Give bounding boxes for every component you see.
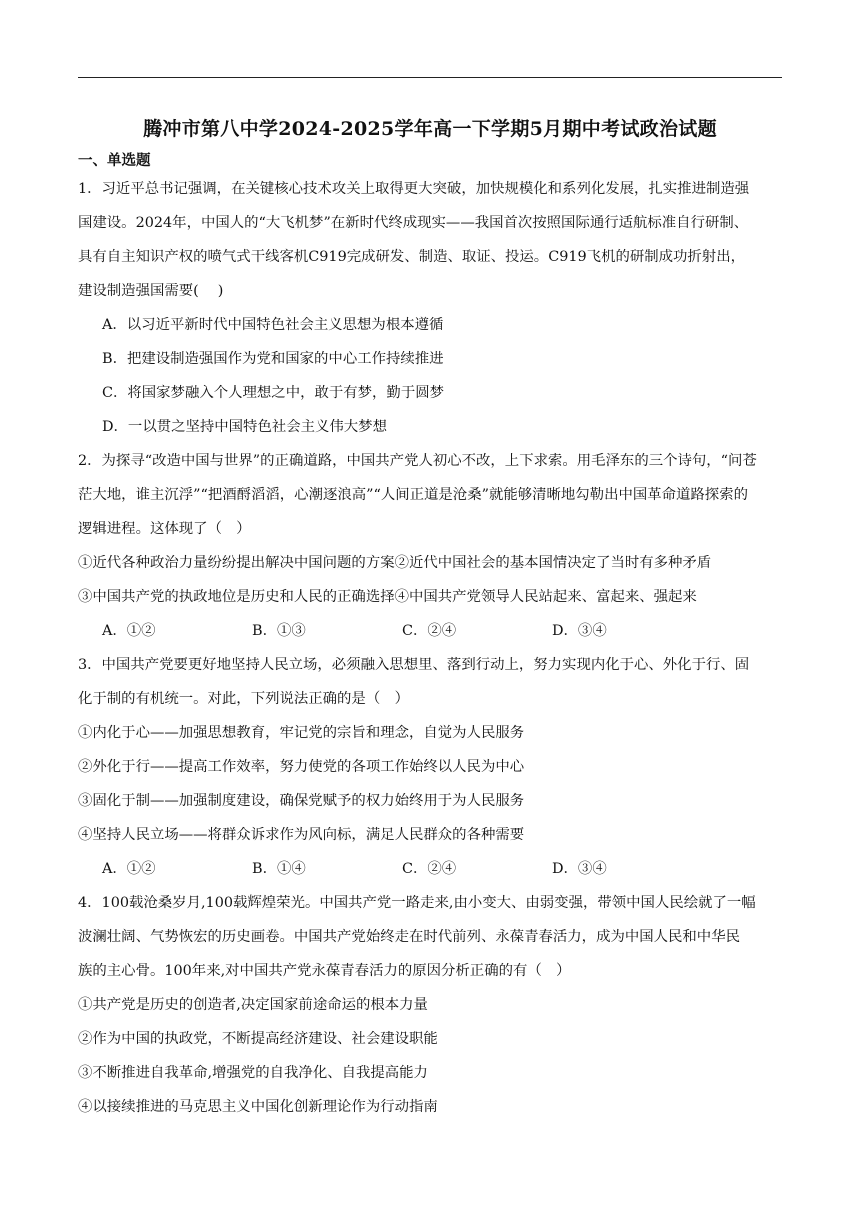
option-b: B．把建设制造强国作为党和国家的中心工作持续推进 bbox=[102, 351, 444, 367]
question-stem-line: 波澜壮阔、气势恢宏的历史画卷。中国共产党始终走在时代前列、永葆青春活力，成为中国人民和中华民 bbox=[78, 929, 740, 945]
statement-line: ④以接续推进的马克思主义中国化创新理论作为行动指南 bbox=[78, 1099, 438, 1115]
question-2 bbox=[78, 444, 782, 648]
header-rule bbox=[78, 77, 782, 78]
statement-line: ①共产党是历史的创造者,决定国家前途命运的根本力量 bbox=[78, 997, 428, 1013]
question-stem-line: 4．100载沧桑岁月,100载辉煌荣光。中国共产党一路走来,由小变大、由弱变强，带领中国人民绘就了一幅 bbox=[78, 895, 756, 911]
page-title: 腾冲市第八中学2024-2025学年高一下学期5月期中考试政治试题 bbox=[143, 118, 717, 140]
option-row bbox=[78, 614, 782, 648]
option-a: A．①② bbox=[102, 623, 156, 639]
question-3 bbox=[78, 648, 782, 886]
statement-line: ②作为中国的执政党，不断提高经济建设、社会建设职能 bbox=[78, 1031, 438, 1047]
question-1 bbox=[78, 172, 782, 444]
statement-line: ①近代各种政治力量纷纷提出解决中国问题的方案②近代中国社会的基本国情决定了当时有多种矛盾 bbox=[78, 555, 712, 571]
question-stem-line: 茫大地，谁主沉浮”“把酒酹滔滔，心潮逐浪高”“人间正道是沧桑”就能够清晰地勾勒出中国革命道路探索的 bbox=[78, 487, 748, 503]
statement-line: ③中国共产党的执政地位是历史和人民的正确选择④中国共产党领导人民站起来、富起来、强起来 bbox=[78, 589, 697, 605]
question-stem-line: 逻辑进程。这体现了（ ） bbox=[78, 521, 251, 537]
question-4 bbox=[78, 886, 782, 1124]
option-c: C．②④ bbox=[402, 861, 457, 877]
question-stem-line: 化于制的有机统一。对此，下列说法正确的是（ ） bbox=[78, 691, 409, 707]
question-stem-line: 族的主心骨。100年来,对中国共产党永葆青春活力的原因分析正确的有（ ） bbox=[78, 963, 571, 979]
option-d: D．一以贯之坚持中国特色社会主义伟大梦想 bbox=[102, 419, 387, 435]
option-a: A．①② bbox=[102, 861, 156, 877]
statement-line: ④坚持人民立场——将群众诉求作为风向标，满足人民群众的各种需要 bbox=[78, 827, 525, 843]
option-b: B．①④ bbox=[252, 861, 306, 877]
statement-line: ③固化于制——加强制度建设，确保党赋予的权力始终用于为人民服务 bbox=[78, 793, 525, 809]
option-c: C．将国家梦融入个人理想之中，敢于有梦，勤于圆梦 bbox=[102, 385, 444, 401]
option-row bbox=[78, 852, 782, 886]
option-c: C．②④ bbox=[402, 623, 457, 639]
question-stem-line: 2．为探寻“改造中国与世界”的正确道路，中国共产党人初心不改，上下求索。用毛泽东的三个诗句，“问苍 bbox=[78, 453, 757, 469]
question-stem-line: 3．中国共产党要更好地坚持人民立场，必须融入思想里、落到行动上，努力实现内化于心、外化于行、固 bbox=[78, 657, 750, 673]
question-stem-line: 1．习近平总书记强调，在关键核心技术攻关上取得更大突破，加快规模化和系列化发展，扎实推进制造强 bbox=[78, 181, 750, 197]
section-heading: 一、单选题 bbox=[78, 152, 151, 169]
option-d: D．③④ bbox=[552, 861, 607, 877]
question-list bbox=[78, 172, 782, 1124]
option-a: A．以习近平新时代中国特色社会主义思想为根本遵循 bbox=[102, 317, 444, 333]
question-stem-line: 建设制造强国需要( ) bbox=[78, 283, 224, 299]
option-b: B．①③ bbox=[252, 623, 306, 639]
statement-line: ①内化于心——加强思想教育，牢记党的宗旨和理念，自觉为人民服务 bbox=[78, 725, 525, 741]
option-d: D．③④ bbox=[552, 623, 607, 639]
statement-line: ②外化于行——提高工作效率，努力使党的各项工作始终以人民为中心 bbox=[78, 759, 525, 775]
statement-line: ③不断推进自我革命,增强党的自我净化、自我提高能力 bbox=[78, 1065, 428, 1081]
question-stem-line: 国建设。2024年，中国人的“大飞机梦”在新时代终成现实——我国首次按照国际通行适航标准自行研制、 bbox=[78, 215, 749, 231]
question-stem-line: 具有自主知识产权的喷气式干线客机C919完成研发、制造、取证、投运。C919飞机的研制成功折射出， bbox=[78, 249, 745, 265]
